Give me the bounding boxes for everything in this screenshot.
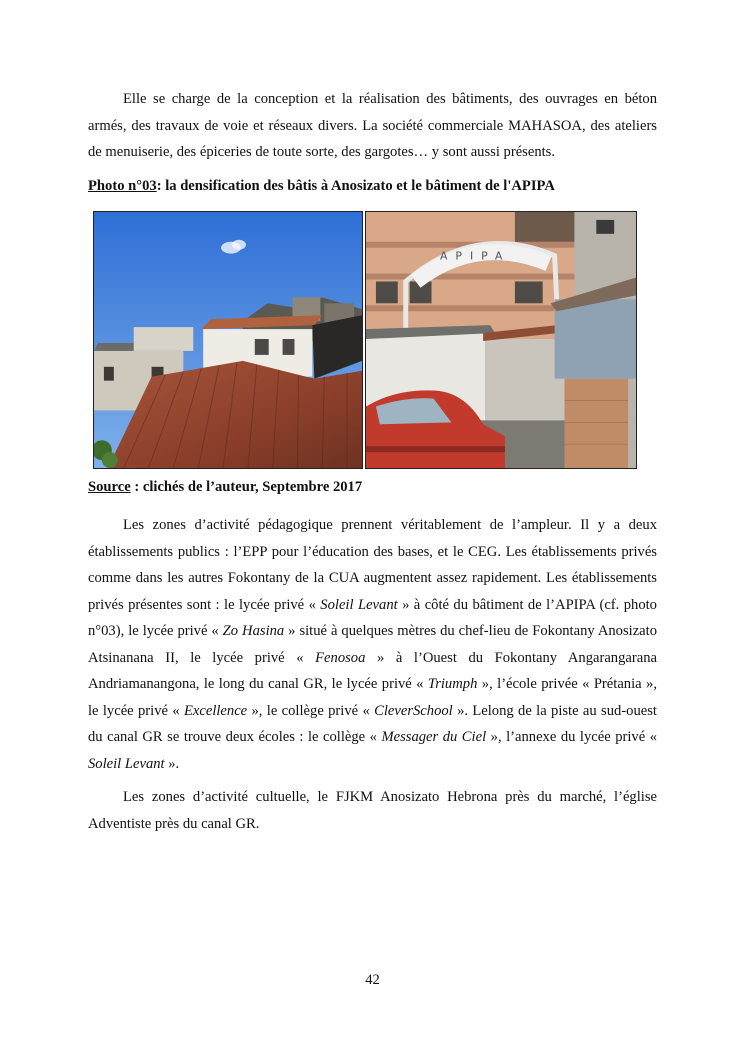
paragraph-intro: Elle se charge de la conception et la réalisation des bâtiments, des ouvrages en béton armés, des travaux de voie et réseaux divers. La société commerciale MAHASOA, des ateliers de menuiserie, des épiceries de toute sorte, des gargotes… y sont aussi présents. xyxy=(88,91,657,160)
school-name: Fenosoa xyxy=(315,649,366,666)
school-name: Messager du Ciel xyxy=(381,729,487,745)
text-run: ». Lelong de la piste au sud-ouest du canal GR se trouve deux écoles : le collège « xyxy=(88,702,657,745)
source-label: Source xyxy=(88,479,131,495)
text-run: » à l’Ouest du Fokontany Angarangarana Andriamanangona, le long du canal GR, le lycée privé « xyxy=(88,649,657,692)
text-run: » à côté du bâtiment de l’APIPA (cf. photo n°03), le lycée privé « xyxy=(88,596,657,639)
school-name: Soleil Levant xyxy=(320,596,398,613)
school-name: Zo Hasina xyxy=(222,623,285,639)
source-text: : clichés de l’auteur, Septembre 2017 xyxy=(130,479,363,495)
photo-pair xyxy=(93,211,637,469)
photo-apipa-building xyxy=(365,211,637,469)
photo-rooftops xyxy=(93,211,363,469)
apipa-sign-text: APIPA xyxy=(440,249,511,263)
school-name: Soleil Levant xyxy=(88,755,165,772)
page-number: 42 xyxy=(365,972,380,988)
photo-caption xyxy=(88,178,555,195)
text-run: Les zones d’activité pédagogique prennent véritablement de l’ampleur. Il y a deux établissements publics : l’EPP pour l’éducation des bases, et le CEG. Les établissements privés comme dans les autres Fokontany de la CUA augmentent assez rapidement. Les établissements privés présentes sont : le lycée privé « xyxy=(88,517,657,613)
text-run: » situé à quelques mètres du chef-lieu de Fokontany Anosizato Atsinanana II, le lycée privé « xyxy=(88,623,658,666)
text-run: », l’école privée « Prétania », le lycée privé « xyxy=(88,676,657,719)
text-run: », l’annexe du lycée privé « xyxy=(486,729,657,745)
text-run: », le collège privé « xyxy=(247,702,375,719)
paragraph-worship: Les zones d’activité cultuelle, le FJKM Anosizato Hebrona près du marché, l’église Adventiste près du canal GR. xyxy=(88,789,657,832)
text-run: ». xyxy=(164,755,180,772)
paragraph-schools xyxy=(88,512,657,777)
photo-source xyxy=(88,479,362,496)
photo-caption-label: Photo n°03 xyxy=(88,178,157,194)
school-name: CleverSchool xyxy=(374,702,453,719)
school-name: Triumph xyxy=(427,676,478,692)
photo-caption-text: : la densification des bâtis à Anosizato et le bâtiment de l'APIPA xyxy=(156,178,555,194)
school-name: Excellence xyxy=(183,702,248,719)
